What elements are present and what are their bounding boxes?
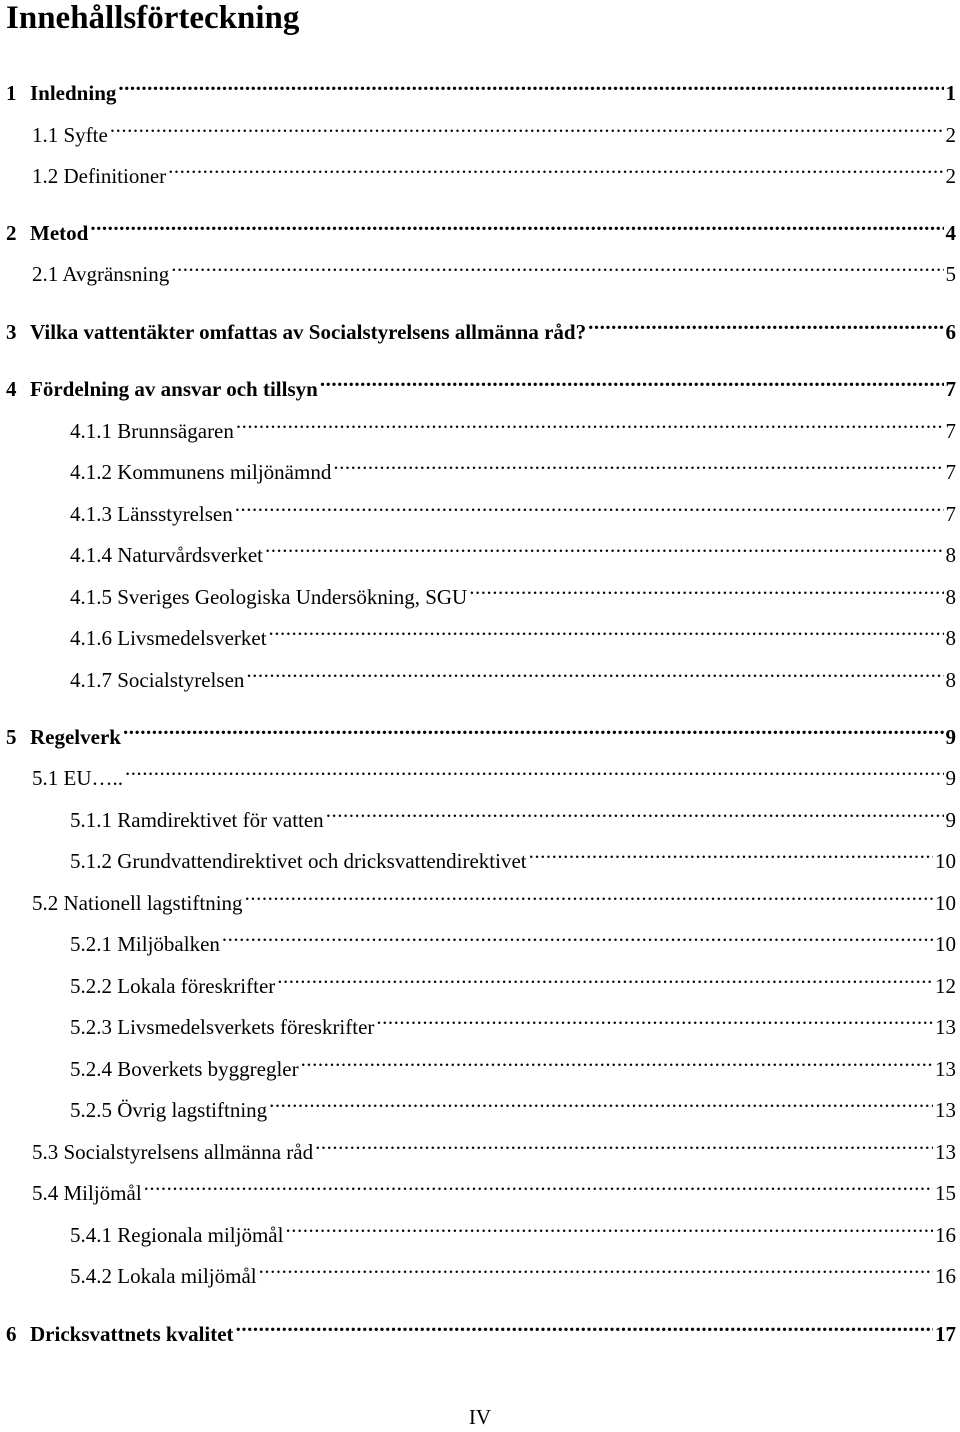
toc-label: 5.4.2 Lokala miljömål [70,1264,257,1288]
toc-label: 5.1.2 Grundvattendirektivet och dricksvattendirektivet [70,849,527,873]
toc-number: 4 [6,377,17,401]
toc-label: 5.2.2 Lokala föreskrifter [70,974,276,998]
toc-number: 2 [6,221,17,245]
dot-leader [469,574,943,604]
toc-page-number: 12 [935,974,956,998]
toc-number: 6 [6,1322,17,1346]
dot-leader [269,615,944,645]
dot-leader [333,449,943,479]
toc-entry-5-4-1[interactable] [70,1212,956,1247]
dot-leader [588,309,943,339]
toc-label: Metod [30,221,89,245]
toc-page-number: 15 [935,1181,956,1205]
toc-label: 4.1.2 Kommunens miljönämnd [70,460,332,484]
dot-leader [285,1212,933,1242]
dot-leader [125,755,944,785]
dot-leader [110,112,944,142]
page-title: Innehållsförteckning [6,0,300,36]
toc-page-number: 5 [945,262,956,286]
toc-label: Regelverk [30,725,121,749]
toc-label: 5.4.1 Regionala miljömål [70,1223,284,1247]
dot-leader [236,408,944,438]
dot-leader [277,963,933,993]
toc-entry-5-2-2[interactable] [70,963,956,998]
toc-label: 5.2.3 Livsmedelsverkets föreskrifter [70,1015,375,1039]
toc-page-number: 16 [935,1264,956,1288]
toc-page-number: 1 [945,81,956,105]
toc-page-number: 10 [935,891,956,915]
toc-label: 4.1.6 Livsmedelsverket [70,626,267,650]
toc-label: 5.2.5 Övrig lagstiftning [70,1098,268,1122]
toc-entry-5-2-4[interactable] [70,1046,956,1081]
toc-label: 1.1 Syfte [32,123,108,147]
toc-label: 2.1 Avgränsning [32,262,170,286]
toc-entry-5-1-1[interactable] [70,797,956,832]
toc-label: Dricksvattnets kvalitet [30,1322,234,1346]
toc-label: Vilka vattentäkter omfattas av Socialstyrelsens allmänna råd? [30,320,587,344]
toc-page-number: 10 [935,849,956,873]
toc-page-number: 17 [935,1322,956,1346]
toc-label: 5.4 Miljömål [32,1181,142,1205]
dot-leader [245,880,933,910]
toc-entry-5-2[interactable] [32,880,956,915]
toc-page-number: 2 [945,164,956,188]
toc-page-number: 2 [945,123,956,147]
dot-leader [259,1253,933,1283]
toc-entry-4-1-1[interactable] [70,408,956,443]
dot-leader [529,838,933,868]
toc-page-number: 8 [945,543,956,567]
toc-entry-4-1-2[interactable] [70,449,956,484]
toc-label: Fördelning av ansvar och tillsyn [30,377,318,401]
dot-leader [168,153,943,183]
toc-entry-chapter-1[interactable] [6,70,956,105]
dot-leader [326,797,944,827]
toc-page-number: 16 [935,1223,956,1247]
toc-entry-5-3[interactable] [32,1129,956,1164]
toc-label: 5.2 Nationell lagstiftning [32,891,243,915]
toc-number: 3 [6,320,17,344]
toc-label: 4.1.7 Socialstyrelsen [70,668,245,692]
toc-page-number: 4 [945,221,956,245]
toc-number: 1 [6,81,17,105]
toc-entry-5-2-1[interactable] [70,921,956,956]
footer-page-number: IV [468,1405,492,1429]
dot-leader [144,1170,933,1200]
toc-label: 4.1.5 Sveriges Geologiska Undersökning, SGU [70,585,468,609]
toc-entry-5-1[interactable] [32,755,956,790]
toc-page-number: 8 [945,626,956,650]
toc-page-number: 7 [945,377,956,401]
toc-entry-5-4[interactable] [32,1170,956,1205]
toc-page-number: 6 [945,320,956,344]
toc-entry-4-1-7[interactable] [70,657,956,692]
toc-entry-1-2[interactable] [32,153,956,188]
toc-entry-1-1[interactable] [32,112,956,147]
toc-label: 4.1.3 Länsstyrelsen [70,502,233,526]
toc-entry-chapter-2[interactable] [6,210,956,245]
dot-leader [118,70,943,100]
toc-page-number: 13 [935,1098,956,1122]
toc-entry-4-1-4[interactable] [70,532,956,567]
dot-leader [320,366,944,396]
toc-page-number: 9 [945,725,956,749]
toc-page-number: 8 [945,668,956,692]
toc-label: 5.2.4 Boverkets byggregler [70,1057,299,1081]
dot-leader [90,210,943,240]
toc-page-number: 7 [945,419,956,443]
toc-entry-4-1-3[interactable] [70,491,956,526]
toc-label: 5.1.1 Ramdirektivet för vatten [70,808,324,832]
toc-label: 4.1.4 Naturvårdsverket [70,543,264,567]
toc-entry-4-1-6[interactable] [70,615,956,650]
toc-entry-chapter-3[interactable] [6,309,956,344]
toc-label: Inledning [30,81,117,105]
dot-leader [301,1046,933,1076]
toc-page-number: 13 [935,1015,956,1039]
toc-page-number: 9 [945,766,956,790]
dot-leader [315,1129,933,1159]
dot-leader [236,1311,933,1341]
toc-label: 1.2 Definitioner [32,164,167,188]
dot-leader [235,491,944,521]
dot-leader [246,657,943,687]
toc-label: 5.3 Socialstyrelsens allmänna råd [32,1140,314,1164]
toc-page-number: 7 [945,460,956,484]
toc-label: 5.1 EU….. [32,766,123,790]
toc-label: 5.2.1 Miljöbalken [70,932,220,956]
dot-leader [269,1087,933,1117]
dot-leader [376,1004,933,1034]
toc-entry-5-1-2[interactable] [70,838,956,873]
toc-entry-5-2-3[interactable] [70,1004,956,1039]
toc-page-number: 8 [945,585,956,609]
dot-leader [265,532,943,562]
dot-leader [123,714,944,744]
dot-leader [222,921,933,951]
toc-page-number: 10 [935,932,956,956]
toc-page-number: 13 [935,1057,956,1081]
dot-leader [171,251,943,281]
toc-label: 4.1.1 Brunnsägaren [70,419,234,443]
toc-entry-chapter-6[interactable] [6,1311,956,1346]
toc-entry-chapter-4[interactable] [6,366,956,401]
toc-page-number: 7 [945,502,956,526]
toc-entry-4-1-5[interactable] [70,574,956,609]
toc-page-number: 9 [945,808,956,832]
toc-page-number: 13 [935,1140,956,1164]
toc-entry-5-4-2[interactable] [70,1253,956,1288]
toc-entry-2-1[interactable] [32,251,956,286]
toc-number: 5 [6,725,17,749]
toc-entry-chapter-5[interactable] [6,714,956,749]
toc-entry-5-2-5[interactable] [70,1087,956,1122]
